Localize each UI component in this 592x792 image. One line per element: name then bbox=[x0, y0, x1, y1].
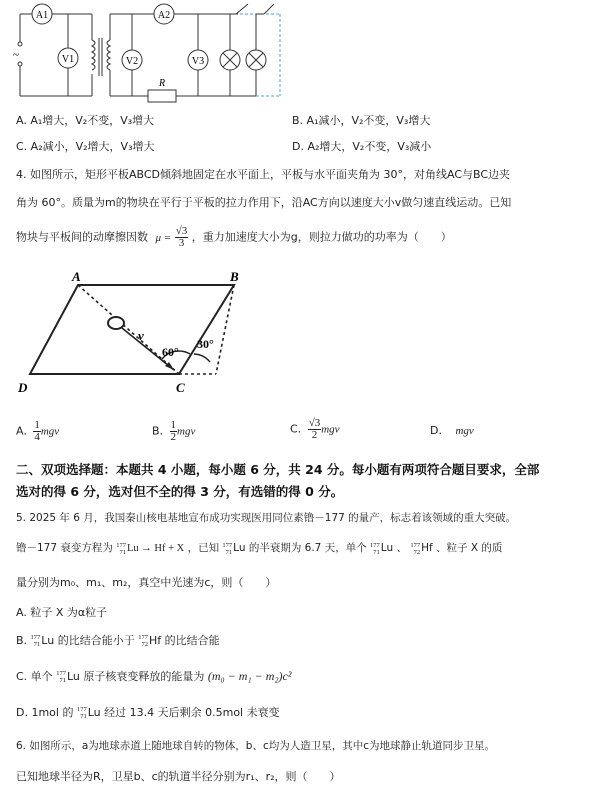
lu-z: 71 bbox=[33, 641, 41, 649]
lu-nuclide-2 bbox=[222, 542, 233, 556]
section-2-line-2: 选对的得 6 分，选对但不全的得 3 分，有选错的得 0 分。 bbox=[16, 484, 344, 499]
lu-mass: 177 bbox=[222, 541, 233, 549]
q5-option-d-pre: D. 1mol 的 bbox=[16, 706, 74, 719]
q5-line-2-b: ，已知 bbox=[187, 542, 220, 554]
q5-option-a: A. 粒子 X 为α粒子 bbox=[16, 606, 108, 619]
lu-z: 71 bbox=[373, 548, 380, 556]
q4-option-a-fraction bbox=[33, 420, 41, 443]
q5-line-2-d: Lu 、 bbox=[380, 542, 407, 554]
q4-option-c-num: √3 bbox=[308, 417, 321, 429]
hf-mass: 177 bbox=[410, 541, 421, 549]
decay-equation: Lu → Hf + X bbox=[126, 543, 185, 554]
lu-z: 71 bbox=[119, 548, 126, 556]
q5-option-d bbox=[16, 704, 280, 720]
lu-nuclide-3 bbox=[370, 542, 381, 556]
lu-mass: 177 bbox=[76, 706, 87, 714]
q4-option-a-tail: mgv bbox=[40, 425, 60, 438]
meter-v3-label: V3 bbox=[191, 56, 205, 67]
q5-line-2 bbox=[16, 540, 502, 556]
q4-option-c-tail: mgv bbox=[321, 423, 340, 436]
q4-line-3 bbox=[16, 226, 452, 249]
lu-mass: 177 bbox=[56, 670, 66, 678]
resistor-label: R bbox=[158, 78, 166, 89]
lu-mass: 177 bbox=[370, 541, 380, 549]
q4-option-b-tail: mgv bbox=[177, 425, 196, 438]
inclined-plate-figure bbox=[14, 270, 264, 405]
q3-option-c: C. A₂减小，V₂增大，V₃增大 bbox=[16, 140, 155, 153]
lu-z: 71 bbox=[225, 548, 233, 556]
q4-line-3-pre: 物块与平板间的动摩擦因数 bbox=[16, 230, 148, 244]
q6-line-2: 已知地球半径为R，卫星b、c的轨道半径分别为r₁、r₂，则（ ） bbox=[16, 770, 341, 783]
source-symbol: ~ bbox=[13, 49, 19, 61]
hf-z: 72 bbox=[413, 548, 421, 556]
q3-option-d: D. A₂增大，V₂不变，V₃减小 bbox=[292, 140, 432, 153]
velocity-label: v bbox=[138, 328, 144, 343]
q4-option-b-den: 2 bbox=[170, 431, 177, 443]
lu-nuclide-b bbox=[31, 634, 42, 648]
angle-60-label: 60° bbox=[162, 345, 179, 359]
meter-v2-label: V2 bbox=[125, 56, 139, 67]
angle-30-label: 30° bbox=[197, 337, 214, 351]
q4-option-c-label: C. bbox=[290, 422, 302, 436]
meter-a2-label: A2 bbox=[157, 10, 171, 21]
lu-z: 71 bbox=[80, 713, 87, 721]
q4-option-c-fraction bbox=[308, 418, 322, 441]
q4-line-3-post: ，重力加速度大小为g，则拉力做功的功率为（ ） bbox=[191, 230, 452, 244]
q4-line-1: 4. 如图所示，矩形平板ABCD倾斜地固定在水平面上，平板与水平面夹角为 30°，对角线AC与BC边夹 bbox=[16, 168, 511, 181]
q4-option-b-num: 1 bbox=[170, 419, 177, 431]
mu-fraction bbox=[175, 226, 189, 249]
meter-v1-label: V1 bbox=[61, 54, 75, 65]
q5-line-1: 5. 2025 年 6 月，我国秦山核电基地宣布成功实现医用同位素镥－177 的量产，标志着该领域的重大突破。 bbox=[16, 512, 517, 524]
q4-option-d-label: D. bbox=[430, 424, 442, 437]
circuit-diagram bbox=[8, 0, 288, 108]
lu-mass: 177 bbox=[30, 634, 41, 642]
q5-line-3: 量分别为m₀、m₁、m₂，真空中光速为c，则（ ） bbox=[16, 576, 277, 589]
vertex-c: C bbox=[176, 380, 185, 395]
q6-line-1: 6. 如图所示，a为地球赤道上随地球自转的物体，b、c均为人造卫星，其中c为地球静止轨道同步卫星。 bbox=[16, 740, 495, 752]
q4-option-a bbox=[16, 420, 59, 443]
q3-option-b: B. A₁减小，V₂不变，V₃增大 bbox=[292, 114, 431, 127]
q4-option-a-den: 4 bbox=[34, 431, 40, 443]
hf-nuclide bbox=[410, 542, 421, 556]
q5-line-2-e: Hf 、粒子 X 的质 bbox=[421, 542, 503, 554]
lu-mass: 177 bbox=[116, 541, 126, 549]
q3-option-a: A. A₁增大，V₂不变，V₃增大 bbox=[16, 114, 155, 127]
q5-option-c-expr: (m₀ − m₁ − m₂)c² bbox=[207, 669, 292, 683]
q5-option-d-post: Lu 经过 13.4 天后剩余 0.5mol 未衰变 bbox=[87, 706, 280, 719]
q4-option-b-label: B. bbox=[152, 424, 164, 438]
section-2-line-1: 二、双项选择题：本题共 4 小题，每小题 6 分，共 24 分。每小题有两项符合题目要求，全部 bbox=[16, 462, 540, 477]
lu-nuclide-c bbox=[56, 670, 67, 684]
hf-mass: 177 bbox=[138, 634, 148, 642]
q5-option-c-pre: C. 单个 bbox=[16, 670, 53, 683]
vertex-a: A bbox=[72, 270, 81, 284]
q4-line-2: 角为 60°。质量为m的物块在平行于平板的拉力作用下，沿AC方向以速度大小v做匀速直线运动。已知 bbox=[16, 196, 512, 209]
q4-option-c-den: 2 bbox=[311, 429, 318, 441]
mu-numerator: √3 bbox=[175, 225, 188, 237]
hf-z: 72 bbox=[141, 641, 148, 649]
q4-option-a-label: A. bbox=[16, 424, 27, 438]
mu-denominator: 3 bbox=[178, 237, 185, 249]
q5-option-b bbox=[16, 632, 220, 648]
q5-option-b-1: Lu 的比结合能小于 bbox=[41, 634, 135, 647]
lu-nuclide-eq bbox=[116, 542, 127, 556]
vertex-b: B bbox=[230, 270, 239, 284]
q5-line-2-a: 镥－177 衰变方程为 bbox=[16, 542, 113, 554]
q4-option-b-fraction bbox=[170, 420, 178, 443]
q4-option-a-num: 1 bbox=[34, 419, 40, 431]
meter-a1-label: A1 bbox=[35, 10, 49, 21]
q4-option-c bbox=[290, 418, 340, 441]
hf-nuclide-b bbox=[138, 634, 149, 648]
vertex-d: D bbox=[18, 380, 28, 395]
q5-option-c-mid: Lu 原子核衰变释放的能量为 bbox=[66, 670, 205, 683]
q5-line-2-c: Lu 的半衰期为 6.7 天，单个 bbox=[233, 542, 367, 554]
lu-nuclide-d bbox=[77, 706, 88, 720]
q5-option-b-pre: B. bbox=[16, 634, 28, 647]
q5-option-c bbox=[16, 668, 291, 684]
q4-option-d-tail: mgv bbox=[455, 425, 474, 437]
q5-option-b-2: Hf 的比结合能 bbox=[148, 634, 220, 647]
lu-z: 71 bbox=[59, 677, 66, 685]
mu-symbol: μ = bbox=[155, 231, 172, 244]
q4-option-b bbox=[152, 420, 195, 443]
q4-option-d bbox=[430, 424, 474, 437]
